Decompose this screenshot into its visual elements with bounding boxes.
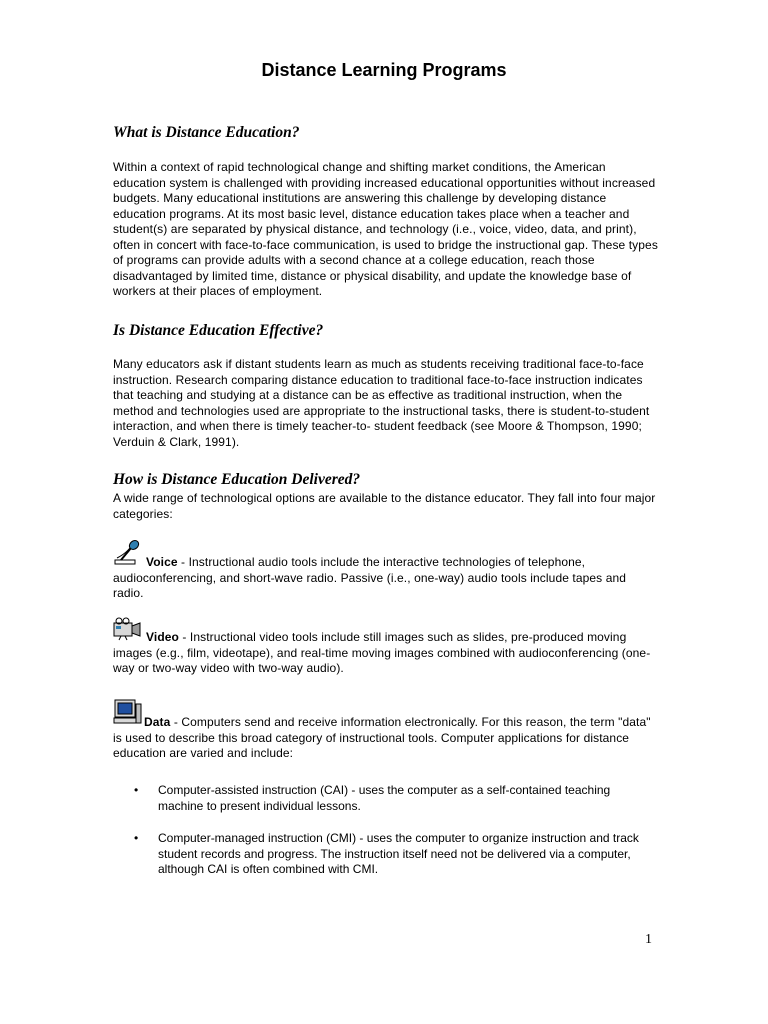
section-body-delivered: A wide range of technological options are available to the distance educator. They fall into four major categories: (113, 491, 656, 521)
document-title: Distance Learning Programs (261, 60, 507, 80)
category-data (113, 698, 658, 762)
video-camera-icon (113, 617, 145, 646)
computer-icon (113, 698, 143, 731)
microphone-icon (113, 538, 145, 571)
category-voice-text: - Instructional audio tools include the interactive technologies of telephone, audioconferencing, and short-wave radio. Passive (i.e., one-way) audio tools include tapes and radio. (113, 555, 627, 600)
category-video (113, 617, 658, 677)
section-heading-delivered: How is Distance Education Delivered? (113, 471, 361, 488)
section-heading-what: What is Distance Education? (113, 124, 300, 141)
section-body-what: Within a context of rapid technological change and shifting market conditions, the American education system is challenged with providing increased educational opportunities without increased budgets. Many educational institutions are answering this challenge by developing distance education programs. At its most basic level, distance education takes place when a teacher and student(s) are separated by physical distance, and technology (i.e., voice, video, data, and print), often in concert with face-to-face communication, is used to bridge the instructional gap. These types of programs can provide adults with a second chance at a college education, reach those disadvantaged by limited time, distance or physical disability, and update the knowledge base of workers at their places of employment. (113, 160, 658, 298)
page-number: 1 (645, 932, 652, 947)
category-data-label: Data (144, 715, 171, 729)
category-data-text: - Computers send and receive information electronically. For this reason, the term "data" is used to describe this broad category of instructional tools. Computer applications for distance education are varied and include: (113, 715, 651, 760)
category-voice (113, 538, 658, 602)
category-video-label: Video (146, 630, 179, 644)
data-applications-list (113, 783, 658, 895)
section-body-effective: Many educators ask if distant students learn as much as students receiving traditional face-to-face instruction. Research comparing distance education to traditional face-to-face instruction indicates that teaching and studying at a distance can be as effective as traditional instruction, when the method and technologies used are appropriate to the instructional tasks, there is student-to-student interaction, and when there is timely teacher-to- student feedback (see Moore & Thompson, 1990; Verduin & Clark, 1991). (113, 357, 650, 449)
list-item-cmi: • Computer-managed instruction (CMI) - uses the computer to organize instruction and track student records and progress. The instruction itself need not be delivered via a computer, although CAI is often combined with CMI. (113, 831, 658, 878)
category-video-text: - Instructional video tools include still images such as slides, pre-produced moving images (e.g., film, videotape), and real-time moving images combined with audioconferencing (one-way or two-way video with two-way audio). (113, 630, 651, 675)
list-item-cai: • Computer-assisted instruction (CAI) - uses the computer as a self-contained teaching machine to present individual lessons. (113, 783, 658, 814)
section-heading-effective: Is Distance Education Effective? (113, 322, 324, 339)
category-voice-label: Voice (146, 555, 178, 569)
